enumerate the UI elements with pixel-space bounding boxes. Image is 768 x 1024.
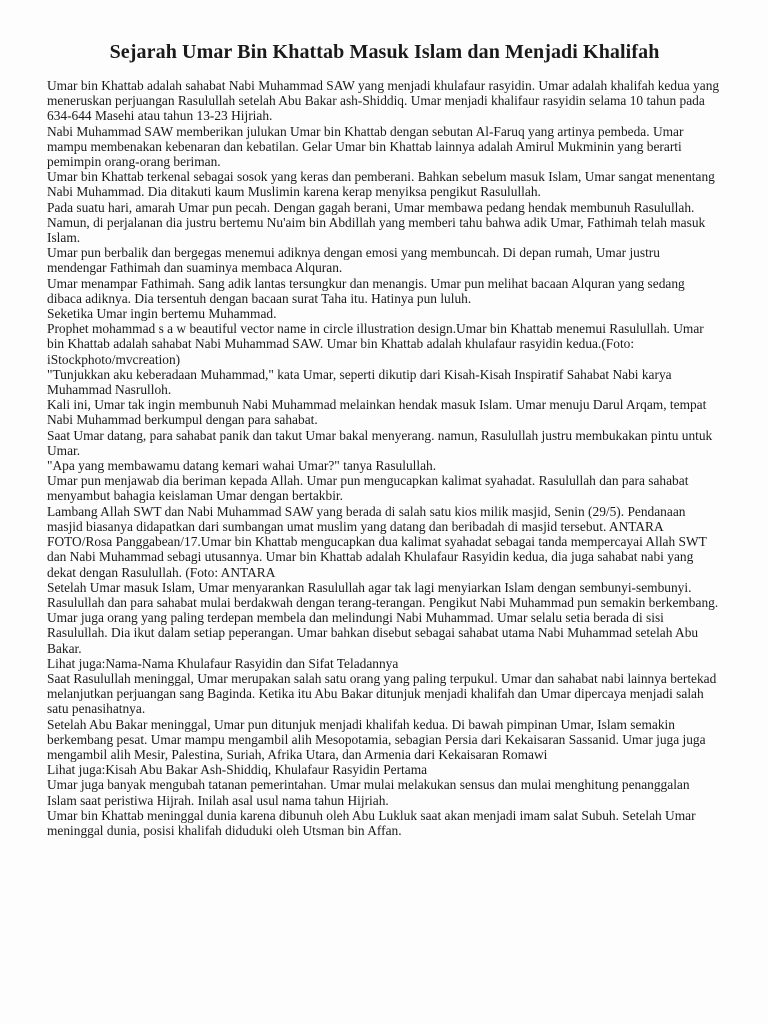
paragraph: "Apa yang membawamu datang kemari wahai Umar?" tanya Rasulullah.	[47, 458, 437, 474]
see-also-link[interactable]: Lihat juga:Nama-Nama Khulafaur Rasyidin dan Sifat Teladannya	[47, 655, 399, 671]
document-title: Sejarah Umar Bin Khattab Masuk Islam dan Menjadi Khalifah	[109, 41, 660, 63]
paragraph: Umar juga orang yang paling terdepan membela dan melindungi Nabi Muhammad. Umar selalu setia berada di sisi Rasulullah. Dia ikut dalam setiap peperangan. Umar bahkan disebut sebagai sahabat utama Nabi Muhammad setelah Abu Bakar.	[47, 610, 699, 656]
paragraph: Umar pun menjawab dia beriman kepada Allah. Umar pun mengucapkan kalimat syahadat. Rasulullah dan para sahabat menyambut bahagia keislaman Umar dengan bertakbir.	[47, 473, 689, 504]
paragraph: Umar bin Khattab terkenal sebagai sosok yang keras dan pemberani. Bahkan sebelum masuk Islam, Umar sangat menentang Nabi Muhammad. Dia ditakuti kaum Muslimin karena kerap menyiksa pengikut Rasulullah.	[47, 169, 715, 200]
see-also-link[interactable]: Lihat juga:Kisah Abu Bakar Ash-Shiddiq, Khulafaur Rasyidin Pertama	[47, 762, 428, 778]
paragraph: Seketika Umar ingin bertemu Muhammad.	[47, 306, 277, 322]
paragraph: "Tunjukkan aku keberadaan Muhammad," kata Umar, seperti dikutip dari Kisah-Kisah Inspiratif Sahabat Nabi karya Muhammad Nasrulloh.	[47, 366, 672, 398]
paragraph: Umar bin Khattab adalah sahabat Nabi Muhammad SAW yang menjadi khulafaur rasyidin. Umar adalah khalifah kedua yang meneruskan perjuangan Rasulullah setelah Abu Bakar ash-Shiddiq. Umar menjadi khalifaur rasyidin selama 10 tahun pada 634-644 Masehi atau tahun 13-23 Hijriah.	[47, 78, 720, 124]
paragraph: Nabi Muhammad SAW memberikan julukan Umar bin Khattab dengan sebutan Al-Faruq yang artinya pembeda. Umar mampu membenakan kebenaran dan kebatilan. Gelar Umar bin Khattab lainnya adalah Amirul Mukminin yang berarti pemimpin orang-orang beriman.	[47, 123, 684, 170]
image-caption: Prophet mohammad s a w beautiful vector name in circle illustration design.Umar bin Khattab menemui Rasulullah. Umar bin Khattab adalah sahabat Nabi Muhammad SAW. Umar bin Khattab adalah khulafaur rasyidin kedua.(Foto: iStockphoto/mvcreation)	[47, 321, 704, 367]
paragraph: Saat Rasulullah meninggal, Umar merupakan salah satu orang yang paling terpukul. Umar dan sahabat nabi lainnya bertekad melanjutkan perjuangan sang Baginda. Ketika itu Abu Bakar ditunjuk menjadi khalifah dan Umar dipercaya menjadi salah satu penasihatnya.	[47, 670, 717, 717]
paragraph: Umar juga banyak mengubah tatanan pemerintahan. Umar mulai melakukan sensus dan mulai menghitung penanggalan Islam saat peristiwa Hijrah. Inilah asal usul nama tahun Hijriah.	[47, 777, 690, 808]
document-body	[47, 78, 722, 838]
paragraph: Setelah Abu Bakar meninggal, Umar pun ditunjuk menjadi khalifah kedua. Di bawah pimpinan Umar, Islam semakin berkembang pesat. Umar mampu mengambil alih Mesopotamia, sebagian Persia dari Kekaisaran Sassanid. Umar juga juga mengambil alih Mesir, Palestina, Suriah, Afrika Utara, dan Armenia dari Kekaisaran Romawi	[47, 716, 706, 762]
paragraph: Umar menampar Fathimah. Sang adik lantas tersungkur dan menangis. Umar pun melihat bacaan Alquran yang sedang dibaca adiknya. Dia tersentuh dengan bacaan surat Taha itu. Hatinya pun luluh.	[47, 275, 685, 306]
paragraph: Saat Umar datang, para sahabat panik dan takut Umar bakal menyerang. namun, Rasulullah justru membukakan pintu untuk Umar.	[47, 427, 713, 458]
paragraph: Umar bin Khattab meninggal dunia karena dibunuh oleh Abu Lukluk saat akan menjadi imam salat Subuh. Setelah Umar meninggal dunia, posisi khalifah diduduki oleh Utsman bin Affan.	[47, 807, 696, 838]
paragraph: Umar pun berbalik dan bergegas menemui adiknya dengan emosi yang membuncah. Di depan rumah, Umar justru mendengar Fathimah dan suaminya membaca Alquran.	[47, 245, 660, 276]
paragraph: Setelah Umar masuk Islam, Umar menyarankan Rasulullah agar tak lagi menyiarkan Islam dengan sembunyi-sembunyi. Rasulullah dan para sahabat mulai berdakwah dengan terang-terangan. Pengikut Nabi Muhammad pun semakin berkembang.	[47, 579, 719, 610]
paragraph: Pada suatu hari, amarah Umar pun pecah. Dengan gagah berani, Umar membawa pedang hendak membunuh Rasulullah. Namun, di perjalanan dia justru bertemu Nu'aim bin Abdillah yang memberi tahu bahwa adik Umar, Fathimah telah masuk Islam.	[47, 199, 706, 246]
paragraph: Kali ini, Umar tak ingin membunuh Nabi Muhammad melainkan hendak masuk Islam. Umar menuju Darul Arqam, tempat Nabi Muhammad berkumpul dengan para sahabat.	[47, 397, 707, 428]
image-caption: Lambang Allah SWT dan Nabi Muhammad SAW yang berada di salah satu kios milik masjid, Senin (29/5). Pendanaan masjid biasanya didapatkan dari sumbangan umat muslim yang datang dan beribadah di masjid tersebut. ANTARA FOTO/Rosa Panggabean/17.Umar bin Khattab mengucapkan dua kalimat syahadat sebagai tanda mempercayai Allah SWT dan Nabi Muhammad sebagi utusannya. Umar bin Khattab adalah Khulafaur Rasyidin kedua, dia juga sahabat nabi yang dekat dengan Rasulullah. (Foto: ANTARA	[47, 503, 707, 580]
